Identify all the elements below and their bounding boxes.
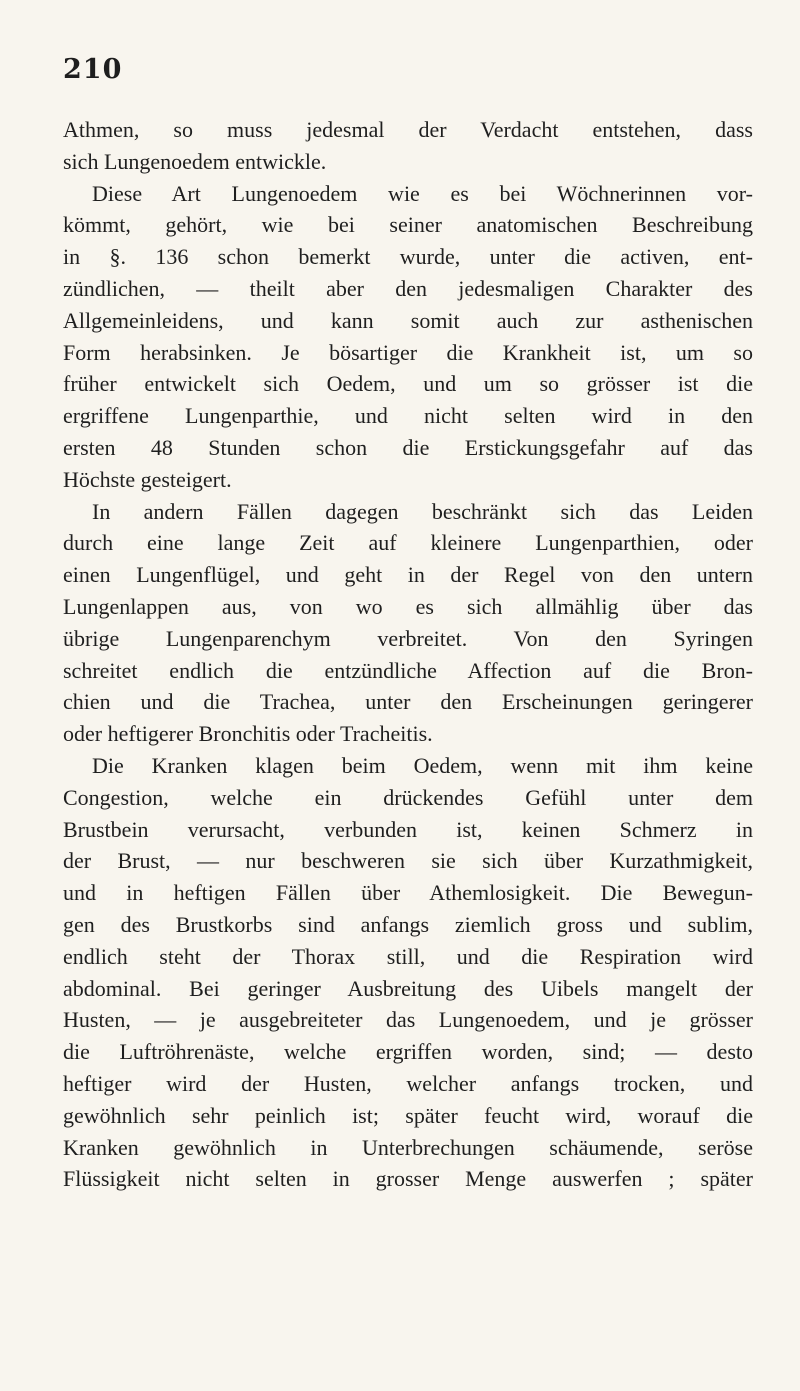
text-line: heftiger wird der Husten, welcher anfangs trocken, und [63,1070,753,1096]
text-line: gewöhnlich sehr peinlich ist; später feucht wird, worauf die [63,1102,753,1128]
text-line: Congestion, welche ein drückendes Gefühl unter dem [63,784,753,810]
text-line: übrige Lungenparenchym verbreitet. Von den Syringen [63,625,753,651]
text-line: Lungenlappen aus, von wo es sich allmählig über das [63,593,753,619]
text-line: gen des Brustkorbs sind anfangs ziemlich gross und sublim, [63,911,753,937]
text-line: einen Lungenflügel, und geht in der Regel von den untern [63,562,753,588]
text-line: die Luftröhrenäste, welche ergriffen worden, sind; — desto [63,1039,753,1065]
text-line: ersten 48 Stunden schon die Erstickungsgefahr auf das [63,434,753,460]
text-line: Höchste gesteigert. [63,466,232,492]
text-line: durch eine lange Zeit auf kleinere Lungenparthien, oder [63,530,753,556]
text-line: früher entwickelt sich Oedem, und um so grösser ist die [63,371,753,397]
text-line: chien und die Trachea, unter den Erscheinungen geringerer [63,689,753,715]
text-line: Kranken gewöhnlich in Unterbrechungen schäumende, seröse [63,1134,753,1160]
text-line: Husten, — je ausgebreiteter das Lungenoedem, und je grösser [63,1007,753,1033]
text-line: abdominal. Bei geringer Ausbreitung des Uibels mangelt der [63,975,753,1001]
text-line: ergriffene Lungenparthie, und nicht selten wird in den [63,403,753,429]
text-line: Athmen, so muss jedesmal der Verdacht entstehen, dass [63,117,753,142]
text-line: kömmt, gehört, wie bei seiner anatomischen Beschreibung [63,212,753,238]
page-number: 210 [63,54,123,85]
text-line: schreitet endlich die entzündliche Affection auf die Bron- [63,657,753,683]
text-line: endlich steht der Thorax still, und die Respiration wird [63,943,753,969]
text-line: in §. 136 schon bemerkt wurde, unter die activen, ent- [63,244,753,270]
text-line: Brustbein verursacht, verbunden ist, keinen Schmerz in [63,816,753,842]
text-line: oder heftigerer Bronchitis oder Tracheitis. [63,721,433,747]
text-line: und in heftigen Fällen über Athemlosigkeit. Die Bewegun- [63,880,753,906]
text-line: Flüssigkeit nicht selten in grosser Menge auswerfen ; später [63,1166,753,1192]
text-line: In andern Fällen dagegen beschränkt sich das Leiden [92,498,753,524]
body-text [63,114,753,1195]
text-line: Diese Art Lungenoedem wie es bei Wöchnerinnen vor- [92,180,753,206]
text-line: Allgemeinleidens, und kann somit auch zur asthenischen [63,307,753,333]
text-line: der Brust, — nur beschweren sie sich über Kurzathmigkeit, [63,848,753,874]
text-line: Die Kranken klagen beim Oedem, wenn mit ihm keine [92,752,753,778]
text-line: Form herabsinken. Je bösartiger die Krankheit ist, um so [63,339,753,365]
text-line: zündlichen, — theilt aber den jedesmaligen Charakter des [63,275,753,301]
text-line: sich Lungenoedem entwickle. [63,148,327,174]
